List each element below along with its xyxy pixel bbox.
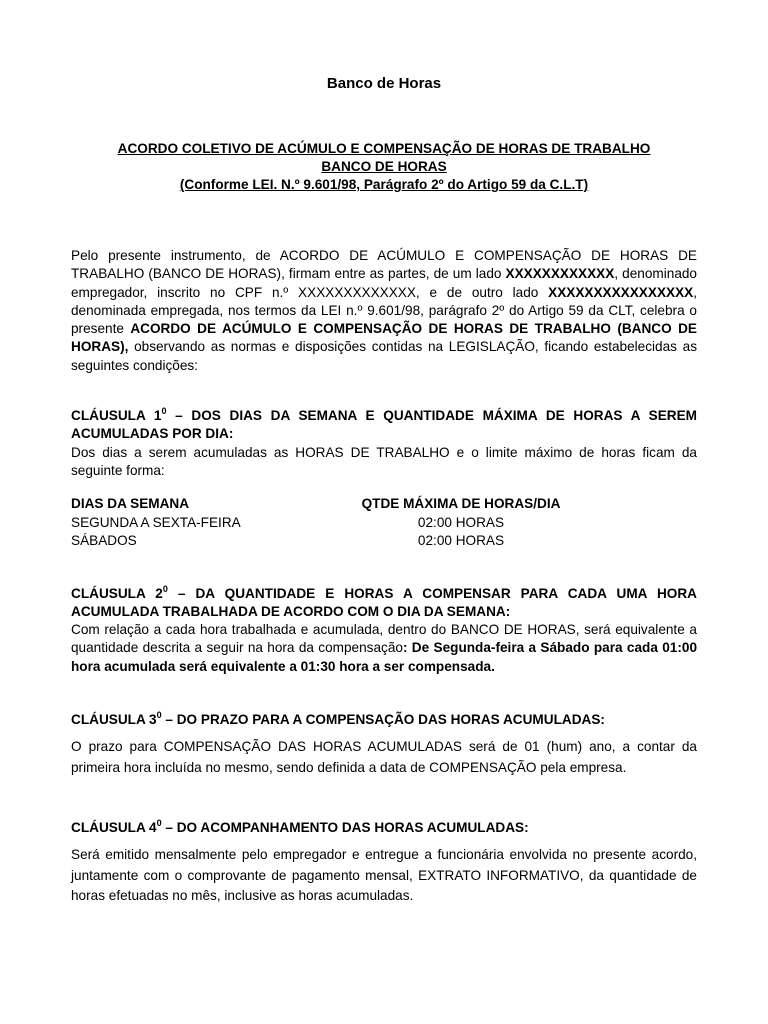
clause-4-title bbox=[71, 819, 697, 837]
clause-1-sup: 0 bbox=[161, 406, 167, 416]
intro-text-3: , denominada empregada, nos termos da LEI n.º 9.601/98, parágrafo 2º do Artigo 59 da CLT, celebra o presente bbox=[71, 284, 697, 337]
clause-2-body bbox=[71, 621, 697, 676]
clause-2-sup: 0 bbox=[162, 584, 168, 594]
clause-3-number: CLÁUSULA 3 bbox=[71, 712, 157, 727]
heading-line-1: ACORDO COLETIVO DE ACÚMULO E COMPENSAÇÃO DE HORAS DE TRABALHO bbox=[117, 141, 651, 156]
clause-2-title-text: – DA QUANTIDADE E HORAS A COMPENSAR PARA CADA UMA HORA ACUMULADA TRABALHADA DE ACORDO COM O DIA DA SEMANA: bbox=[71, 586, 697, 620]
clause-3-sup: 0 bbox=[156, 710, 162, 720]
clause-4-number: CLÁUSULA 4 bbox=[71, 820, 157, 835]
clause-2-body-bold: : De Segunda-feira a Sábado para cada 01:00 hora acumulada será equivalente a 01:30 hora a ser compensada. bbox=[71, 640, 697, 674]
clause-2-number: CLÁUSULA 2 bbox=[71, 586, 163, 601]
clause-1-title bbox=[71, 407, 697, 444]
row-day: SEGUNDA A SEXTA-FEIRA bbox=[71, 515, 241, 530]
clause-4-body: Será emitido mensalmente pelo empregador e entregue a funcionária envolvida no presente acordo, juntamente com o comprovante de pagamento mensal, EXTRATO INFORMATIVO, da quantidade de horas efetuadas no mês, inclusive as horas acumuladas. bbox=[71, 847, 697, 904]
clause-4-sup: 0 bbox=[156, 818, 162, 828]
row-hours: 02:00 HORAS bbox=[417, 533, 505, 548]
intro-text-4: observando as normas e disposições contidas na LEGISLAÇÃO, ficando estabelecidas as seguintes condições: bbox=[71, 339, 697, 373]
clause-3-title bbox=[71, 711, 697, 729]
clause-3-body: O prazo para COMPENSAÇÃO DAS HORAS ACUMULADAS será de 01 (hum) ano, a contar da primeira hora incluída no mesmo, sendo definida a data de COMPENSAÇÃO pela empresa. bbox=[71, 739, 697, 775]
clause-1-body: Dos dias a serem acumuladas as HORAS DE TRABALHO e o limite máximo de horas ficam da seguinte forma: bbox=[71, 445, 697, 479]
heading-line-3: (Conforme LEI. N.º 9.601/98, Parágrafo 2º do Artigo 59 da C.L.T) bbox=[179, 177, 589, 192]
hours-table-row bbox=[71, 533, 697, 551]
employee-name: XXXXXXXXXXXXXXXX bbox=[548, 284, 694, 300]
col-days-header: DIAS DA SEMANA bbox=[71, 496, 190, 511]
intro-paragraph bbox=[71, 247, 697, 375]
clause-3-title-text: – DO PRAZO PARA A COMPENSAÇÃO DAS HORAS ACUMULADAS: bbox=[161, 712, 605, 727]
clause-2-title bbox=[71, 585, 697, 622]
heading-line-2: BANCO DE HORAS bbox=[321, 159, 447, 174]
hours-table-row bbox=[71, 515, 697, 533]
agreement-name-bold: ACORDO DE ACÚMULO E COMPENSAÇÃO DE HORAS DE TRABALHO (BANCO DE HORAS), bbox=[71, 321, 697, 355]
hours-table-header bbox=[71, 496, 697, 514]
document-title: Banco de Horas bbox=[326, 75, 442, 92]
agreement-heading bbox=[71, 140, 697, 194]
clause-2-body-text: Com relação a cada hora trabalhada e acumulada, dentro do BANCO DE HORAS, será equivalente a quantidade descrita a seguir na hora da compensação bbox=[71, 622, 697, 656]
clause-4-title-text: – DO ACOMPANHAMENTO DAS HORAS ACUMULADAS: bbox=[161, 820, 529, 835]
intro-text-2: , denominado empregador, inscrito no CPF n.º XXXXXXXXXXXXX, e de outro lado bbox=[71, 266, 697, 300]
col-hours-header: QTDE MÁXIMA DE HORAS/DIA bbox=[361, 496, 561, 511]
row-hours: 02:00 HORAS bbox=[417, 515, 505, 530]
row-day: SÁBADOS bbox=[71, 533, 137, 548]
employer-name: XXXXXXXXXXXX bbox=[505, 266, 615, 282]
intro-text-1: Pelo presente instrumento, de ACORDO DE ACÚMULO E COMPENSAÇÃO DE HORAS DE TRABALHO (BANCO DE HORAS), firmam entre as partes, de um lado bbox=[71, 248, 697, 282]
clause-1-title-text: – DOS DIAS DA SEMANA E QUANTIDADE MÁXIMA DE HORAS A SEREM ACUMULADAS POR DIA: bbox=[71, 408, 697, 442]
clause-1-number: CLÁUSULA 1 bbox=[71, 408, 162, 423]
